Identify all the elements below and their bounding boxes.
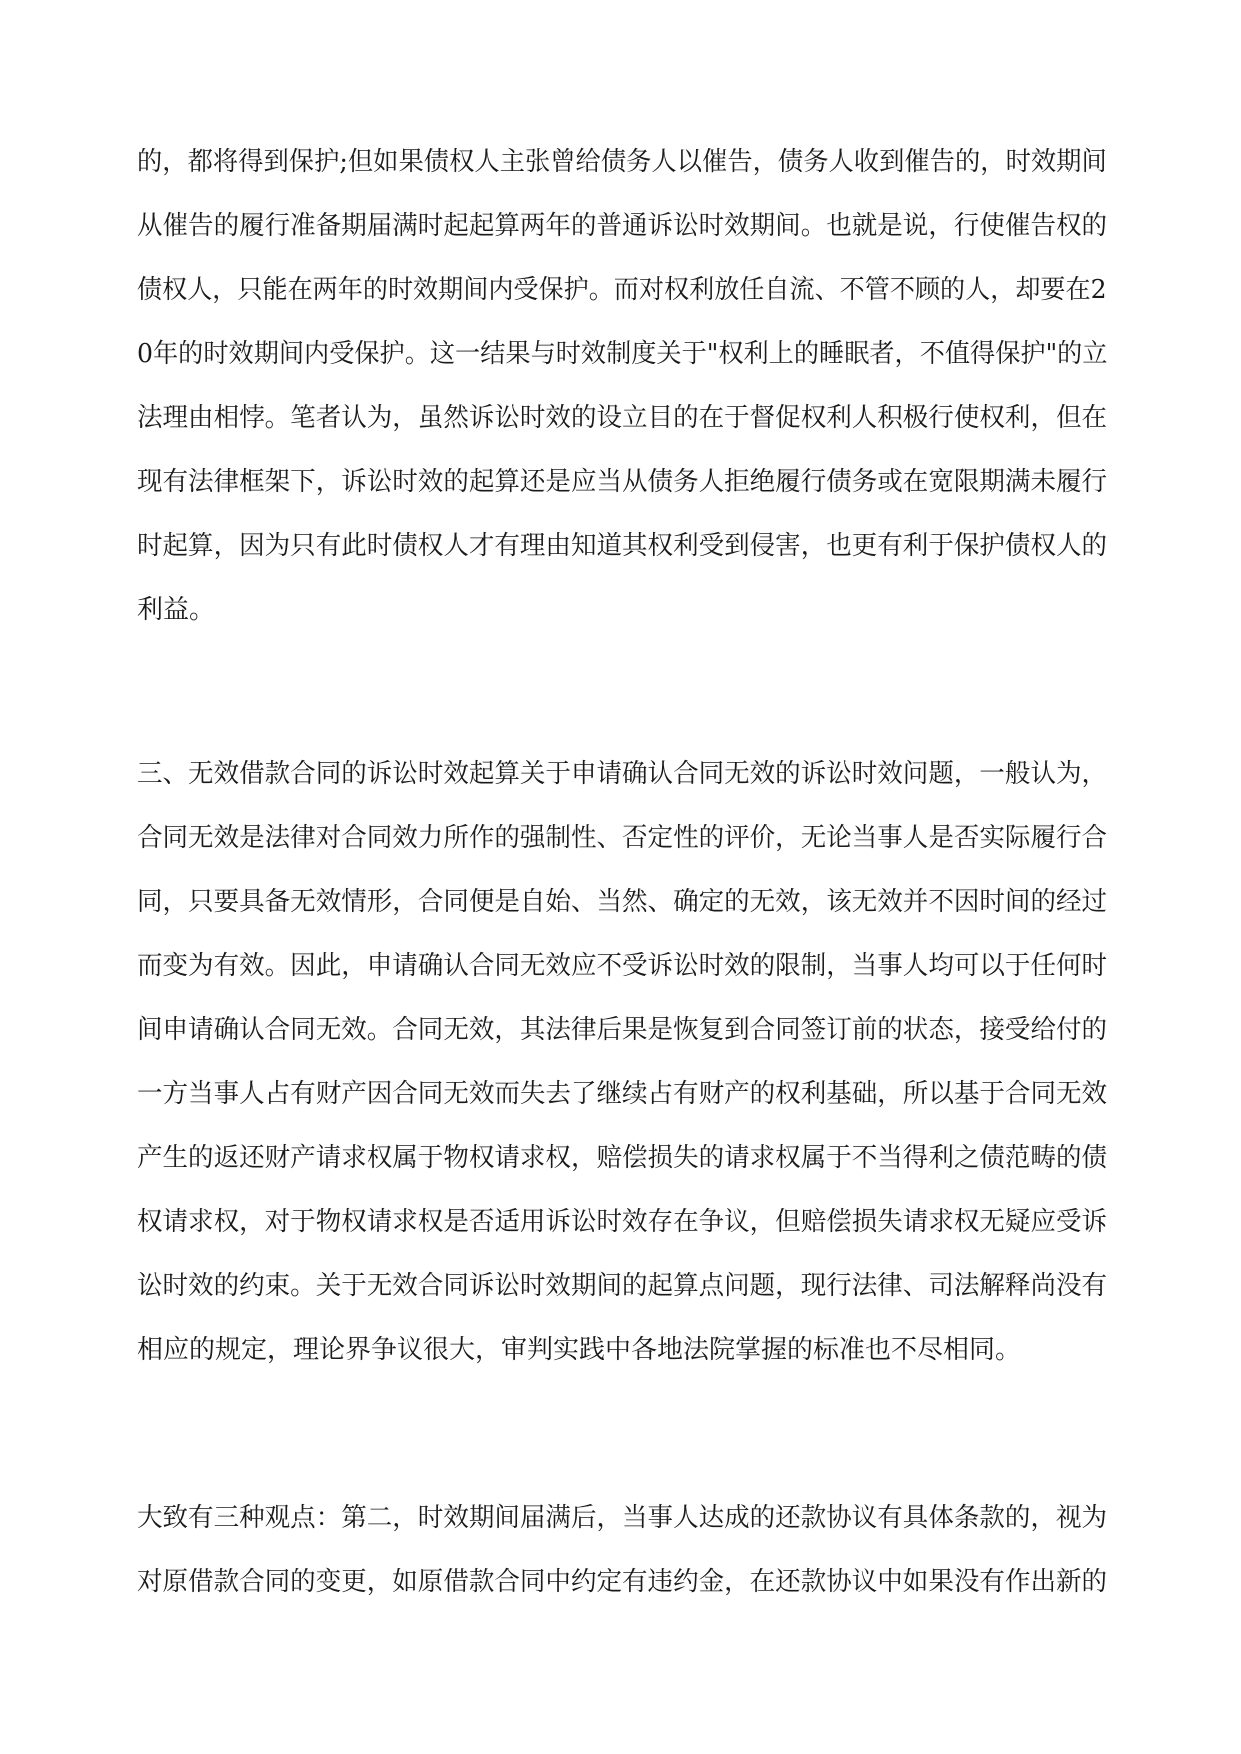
- paragraph-line: 时起算，因为只有此时债权人才有理由知道其权利受到侵害，也更有利于保护债权人的: [137, 531, 1108, 561]
- paragraph-line: 大致有三种观点：第二，时效期间届满后，当事人达成的还款协议有具体条款的，视为: [137, 1503, 1108, 1533]
- paragraph-line: 三、无效借款合同的诉讼时效起算关于申请确认合同无效的诉讼时效问题，一般认为，: [137, 759, 1108, 789]
- paragraph-line: 从催告的履行准备期届满时起起算两年的普通诉讼时效期间。也就是说，行使催告权的: [137, 211, 1108, 241]
- paragraph-line: 对原借款合同的变更，如原借款合同中约定有违约金，在还款协议中如果没有作出新的: [137, 1567, 1108, 1597]
- paragraph-line: 相应的规定，理论界争议很大，审判实践中各地法院掌握的标准也不尽相同。: [137, 1335, 1022, 1365]
- paragraph-line: 讼时效的约束。关于无效合同诉讼时效期间的起算点问题，现行法律、司法解释尚没有: [137, 1271, 1108, 1301]
- paragraph-line: 现有法律框架下，诉讼时效的起算还是应当从债务人拒绝履行债务或在宽限期满未履行: [137, 467, 1108, 497]
- paragraph-line: 的，都将得到保护;但如果债权人主张曾给债务人以催告，债务人收到催告的，时效期间: [137, 147, 1107, 177]
- paragraph-line: 法理由相悖。笔者认为，虽然诉讼时效的设立目的在于督促权利人积极行使权利，但在: [137, 403, 1108, 433]
- paragraph-line: 间申请确认合同无效。合同无效，其法律后果是恢复到合同签订前的状态，接受给付的: [137, 1015, 1108, 1045]
- paragraph-line: 0年的时效期间内受保护。这一结果与时效制度关于"权利上的睡眠者，不值得保护"的立: [137, 339, 1108, 369]
- paragraph-line: 合同无效是法律对合同效力所作的强制性、否定性的评价，无论当事人是否实际履行合: [137, 823, 1108, 853]
- paragraph-line: 同，只要具备无效情形，合同便是自始、当然、确定的无效，该无效并不因时间的经过: [137, 887, 1108, 917]
- paragraph-line: 利益。: [137, 595, 216, 625]
- paragraph-line: 一方当事人占有财产因合同无效而失去了继续占有财产的权利基础，所以基于合同无效: [137, 1079, 1108, 1109]
- paragraph-line: 权请求权，对于物权请求权是否适用诉讼时效存在争议，但赔偿损失请求权无疑应受诉: [137, 1207, 1108, 1237]
- paragraph-line: 债权人，只能在两年的时效期间内受保护。而对权利放任自流、不管不顾的人，却要在2: [137, 275, 1107, 305]
- paragraph-line: 而变为有效。因此，申请确认合同无效应不受诉讼时效的限制，当事人均可以于任何时: [137, 951, 1108, 981]
- paragraph-line: 产生的返还财产请求权属于物权请求权，赔偿损失的请求权属于不当得利之债范畴的债: [137, 1143, 1108, 1173]
